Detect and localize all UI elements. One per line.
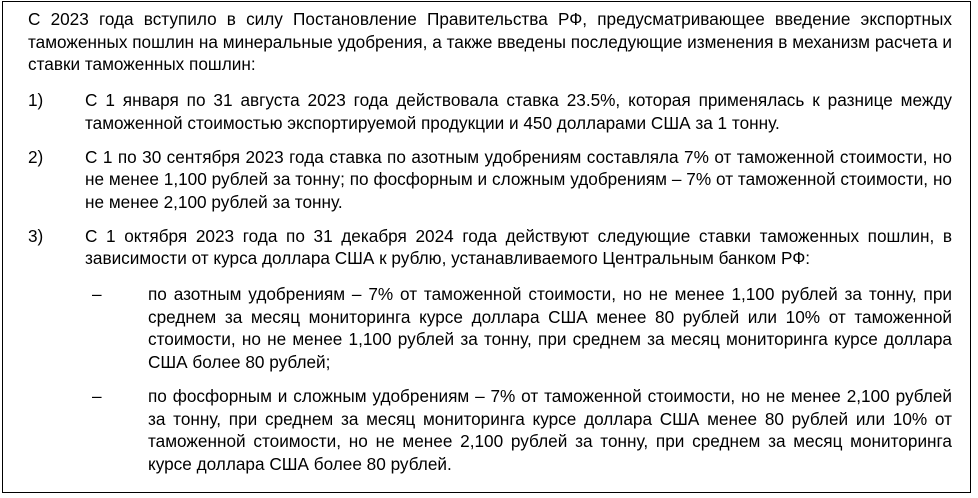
dash-bullet: –: [92, 385, 102, 406]
list-item-text: С 1 октября 2023 года по 31 декабря 2024 года действуют следующие ставки таможенных пошлин, в зависимости от курса доллара США к рублю, устанавливаемого Центральным банком РФ:: [85, 225, 952, 269]
document-frame: [2, 1, 971, 493]
sub-item-nitrogen: [85, 283, 952, 374]
list-number: 3): [28, 225, 44, 246]
sub-item-phosphate: [85, 385, 952, 476]
list-item-text: С 1 января по 31 августа 2023 года действовала ставка 23.5%, которая применялась к разнице между таможенной стоимостью экспортируемой продукции и 450 долларами США за 1 тонну.: [85, 90, 952, 133]
dash-bullet: –: [92, 284, 102, 305]
list-item-3: [28, 225, 952, 270]
list-number: 2): [28, 146, 44, 167]
sub-item-text: по азотным удобрениям – 7% от таможенной стоимости, но не менее 1,100 рублей за тонну, при среднем за месяц мониторинга курсе доллара США менее 80 рублей или 10% от таможенной стоимости, но не менее 1,100 рублей за тонну, при среднем за месяц мониторинга курсе доллара США более 80 рублей;: [148, 284, 952, 373]
list-item-1: [28, 89, 952, 134]
list-item-text: С 1 по 30 сентября 2023 года ставка по азотным удобрениям составляла 7% от таможенной стоимости, но не менее 1,100 рублей за тонну; по фосфорным и сложным удобрениям – 7% от таможенной стоимости, но не менее 2,100 рублей за тонну.: [85, 146, 952, 212]
list-item-2: [28, 146, 952, 214]
list-number: 1): [28, 90, 44, 111]
intro-paragraph: С 2023 года вступило в силу Постановление Правительства РФ, предусматривающее введение экспортных таможенных пошлин на минеральные удобрения, а также введены последующие изменения в механизм расчета и ставки таможенных пошлин:: [28, 9, 952, 75]
sub-item-text: по фосфорным и сложным удобрениям – 7% от таможенной стоимости, но не менее 2,100 рублей за тонну, при среднем за месяц мониторинга курсе доллара США менее 80 рублей или 10% от таможенной стоимости, но не менее 2,100 рублей за тонну, при среднем за месяц мониторинга курсе доллара США более 80 рублей.: [148, 385, 952, 474]
